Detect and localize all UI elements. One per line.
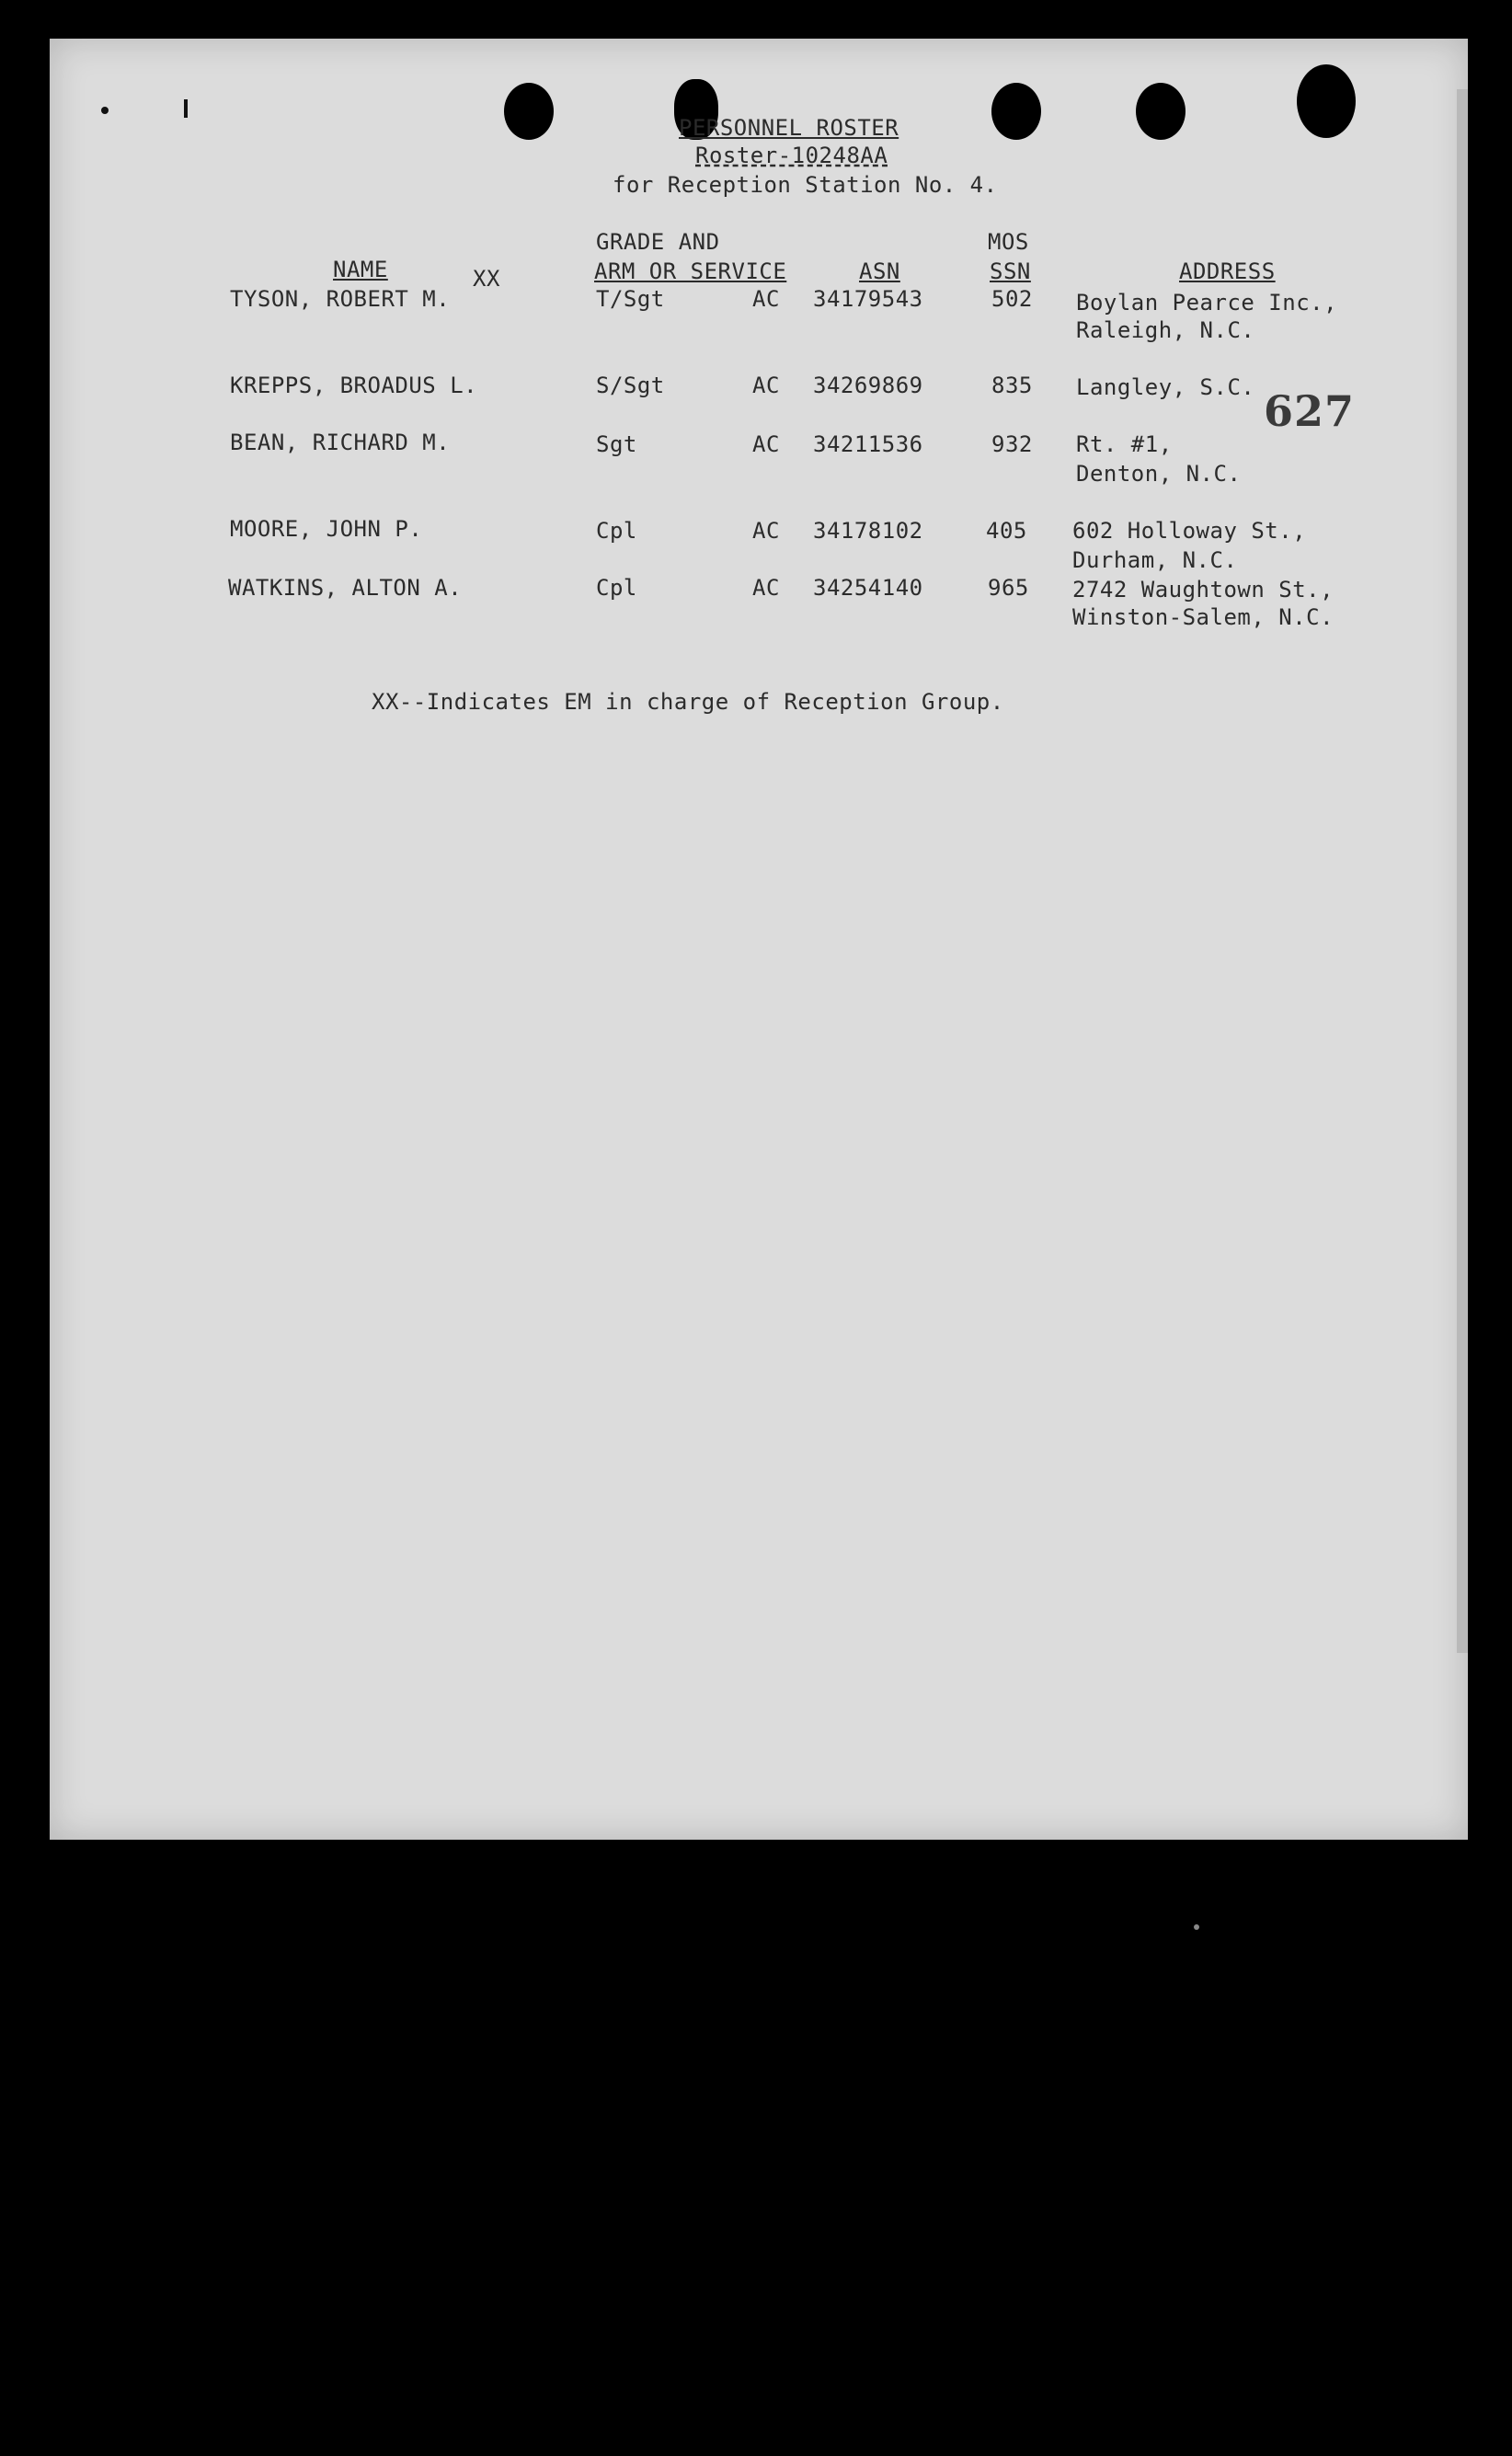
row-asn: 34211536: [813, 431, 923, 457]
row-grade: S/Sgt: [596, 373, 665, 398]
row-arm: AC: [752, 575, 780, 601]
row-mos: 965: [988, 575, 1029, 601]
row-arm: AC: [752, 518, 780, 544]
row-asn: 34254140: [813, 575, 923, 601]
col-grade-line2: ARM OR SERVICE: [594, 258, 787, 284]
document-title: PERSONNEL ROSTER: [679, 115, 899, 141]
row-grade: Cpl: [596, 518, 637, 544]
row-arm: AC: [752, 431, 780, 457]
row-address-line1: 602 Holloway St.,: [1072, 518, 1307, 544]
punch-hole: [504, 83, 554, 140]
ink-speck: [1194, 1924, 1199, 1930]
footnote: XX--Indicates EM in charge of Reception Group.: [372, 689, 1004, 715]
col-grade-line1: GRADE AND: [596, 229, 720, 255]
row-mos: 405: [986, 518, 1027, 544]
row-asn: 34179543: [813, 286, 923, 312]
row-address-line2: Denton, N.C.: [1076, 461, 1242, 487]
row-mos: 932: [991, 431, 1033, 457]
col-mos-line2: SSN: [990, 258, 1031, 284]
col-asn: ASN: [859, 258, 900, 284]
row-address-line1: 2742 Waughtown St.,: [1072, 577, 1334, 603]
punch-hole: [1297, 64, 1356, 138]
row-address-line1: Langley, S.C.: [1076, 374, 1255, 400]
row-name: WATKINS, ALTON A.: [228, 575, 463, 601]
row-arm: AC: [752, 286, 780, 312]
row-name: KREPPS, BROADUS L.: [230, 373, 478, 398]
row-name: MOORE, JOHN P.: [230, 516, 423, 542]
row-address-line2: Durham, N.C.: [1072, 547, 1238, 573]
row-grade: T/Sgt: [596, 286, 665, 312]
row-grade: Cpl: [596, 575, 637, 601]
col-mos-line1: MOS: [988, 229, 1029, 255]
row-address-line1: Rt. #1,: [1076, 431, 1173, 457]
row-address-line2: Winston-Salem, N.C.: [1072, 604, 1334, 630]
row-name: TYSON, ROBERT M.: [230, 286, 451, 312]
page-number-stamp: 627: [1264, 386, 1356, 436]
row-asn: 34178102: [813, 518, 923, 544]
row-grade: Sgt: [596, 431, 637, 457]
row-mos: 835: [991, 373, 1033, 398]
row-address-line1: Boylan Pearce Inc.,: [1076, 290, 1338, 316]
row-arm: AC: [752, 373, 780, 398]
page-edge-shadow: [1457, 89, 1468, 1653]
punch-hole: [1136, 83, 1186, 140]
xx-marker: XX: [473, 266, 500, 292]
punch-hole: [991, 83, 1041, 140]
station-line: for Reception Station No. 4.: [613, 172, 998, 198]
row-address-line2: Raleigh, N.C.: [1076, 317, 1255, 343]
ink-speck: [101, 107, 109, 114]
row-mos: 502: [991, 286, 1033, 312]
roster-number: Roster-10248AA: [695, 143, 888, 168]
row-name: BEAN, RICHARD M.: [230, 430, 451, 455]
ink-speck: [184, 99, 188, 118]
row-asn: 34269869: [813, 373, 923, 398]
col-name: NAME: [333, 257, 388, 282]
col-address: ADDRESS: [1179, 258, 1276, 284]
